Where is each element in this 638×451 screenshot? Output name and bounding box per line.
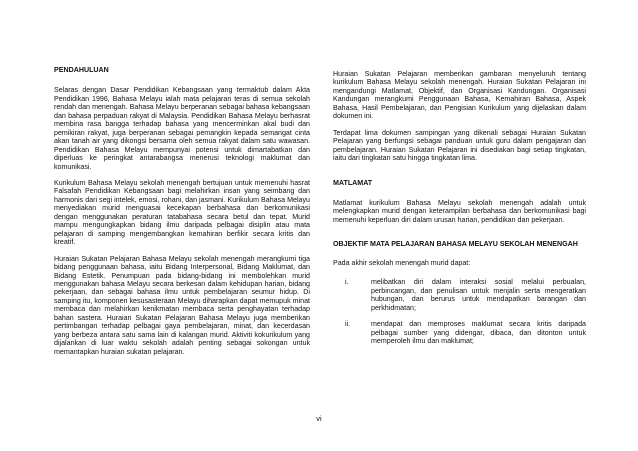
objective-item <box>333 320 586 345</box>
paragraph-huraian-1: Huraian Sukatan Pelajaran memberikan gambaran menyeluruh tentang kurikulum Bahasa Melayu sekolah menengah. Huraian Sukatan Pelajaran ini mengandungi Matlamat, Objektif, dan Organisasi Kandungan. Organisasi Kandungan merangkumi Penggunaan Bahasa, Kemahiran Bahasa, Aspek Bahasa, Hasil Pembelajaran, dan Pengisian Kurikulum yang dijelaskan dalam dokumen ini. <box>333 70 586 121</box>
right-column <box>333 70 586 353</box>
objective-item <box>333 278 586 312</box>
objective-text: mendapat dan memproses maklumat secara kritis daripada pelbagai sumber yang didengar, dibaca, dan ditonton untuk memperoleh ilmu dan maklumat; <box>371 320 586 345</box>
objective-number: i. <box>345 278 349 287</box>
paragraph-matlamat: Matlamat kurikulum Bahasa Melayu sekolah menengah adalah untuk melengkapkan murid dengan keterampilan berbahasa dan berkomunikasi bagi memenuhi keperluan diri dalam urusan harian, pendidikan dan pekerjaan. <box>333 198 586 224</box>
paragraph-pendahuluan-2: Kurikulum Bahasa Melayu sekolah menengah bertujuan untuk memenuhi hasrat Falsafah Pendidikan Kebangsaan bagi melahirkan insan yang seimbang dan harmonis dari segi intelek, emosi, rohani, dan jasmani. Kurikulum Bahasa Melayu menyediakan murid menguasai kecekapan berbahasa dan berkomunikasi dengan menggunakan peraturan tatabahasa secara betul dan tepat. Murid mampu mengungkapkan bidang ilmu daripada pelbagai disiplin atau mata pelajaran di samping mengembangkan kemahiran berfikir secara kritis dan kreatif. <box>54 178 310 247</box>
paragraph-pendahuluan-1: Selaras dengan Dasar Pendidikan Kebangsaan yang termaktub dalam Akta Pendidikan 1996, Bahasa Melayu ialah mata pelajaran teras di semua sekolah rendah dan menengah. Bahasa Melayu berperanan sebagai bahasa kebangsaan dan bahasa perpaduan rakyat di Malaysia. Pendidikan Bahasa Melayu berhasrat membina rasa bangga terhadap bahasa yang mencerminkan akal budi dan pemikiran rakyat, juga berperanan sebagai pemangkin kepada semangat cinta akan tanah air yang dikongsi bersama oleh semua rakyat dalam satu wawasan. Pendidikan Bahasa Melayu mempunyai potensi untuk dimartabatkan dan diperluas ke peringkat antarabangsa menerusi teknologi maklumat dan komunikasi. <box>54 86 310 171</box>
objective-number: ii. <box>345 320 351 329</box>
objective-text: melibatkan diri dalam interaksi sosial melalui perbualan, perbincangan, dan penulisan untuk menjalin serta mengeratkan hubungan, dan berurus untuk mendapatkan barangan dan perkhidmatan; <box>371 278 586 312</box>
paragraph-huraian-2: Terdapat lima dokumen sampingan yang dikenali sebagai Huraian Sukatan Pelajaran yang berfungsi sebagai panduan untuk guru dalam pengajaran dan pembelajaran. Huraian Sukatan Pelajaran ini disediakan bagi setiap tingkatan, iaitu dari tingkatan satu hingga tingkatan lima. <box>333 128 586 163</box>
section-heading-objektif: OBJEKTIF MATA PELAJARAN BAHASA MELAYU SEKOLAH MENENGAH <box>333 240 578 249</box>
paragraph-pendahuluan-3: Huraian Sukatan Pelajaran Bahasa Melayu sekolah menengah merangkumi tiga bidang penggunaan bahasa, iaitu Bidang Interpersonal, Bidang Maklumat, dan Bidang Estetik. Penumpuan pada bidang-bidang ini membolehkan murid menggunakan bahasa Melayu secara berkesan dalam kehidupan harian, bidang pekerjaan, dan sebagai bahasa ilmu untuk pembelajaran seumur hidup. Di samping itu, komponen kesusasteraan Melayu diharapkan dapat memupuk minat membaca dan melahirkan kenikmatan membaca serta penghayatan terhadap bahan sastera. Huraian Sukatan Pelajaran Bahasa Melayu juga memberikan pertimbangan terhadap pelbagai gaya pembelajaran, minat, dan kecerdasan yang berbeza antara satu sama lain di kalangan murid. Aktiviti kokurikulum yang dijalankan di luar waktu sekolah adalah penting sebagai sokongan untuk memantapkan huraian sukatan pelajaran. <box>54 254 310 356</box>
section-heading-matlamat: MATLAMAT <box>333 178 373 187</box>
left-column <box>54 66 310 364</box>
section-heading-pendahuluan: PENDAHULUAN <box>54 66 109 74</box>
paragraph-objektif-intro: Pada akhir sekolah menengah murid dapat: <box>333 258 471 267</box>
page-number: vi <box>316 414 322 423</box>
